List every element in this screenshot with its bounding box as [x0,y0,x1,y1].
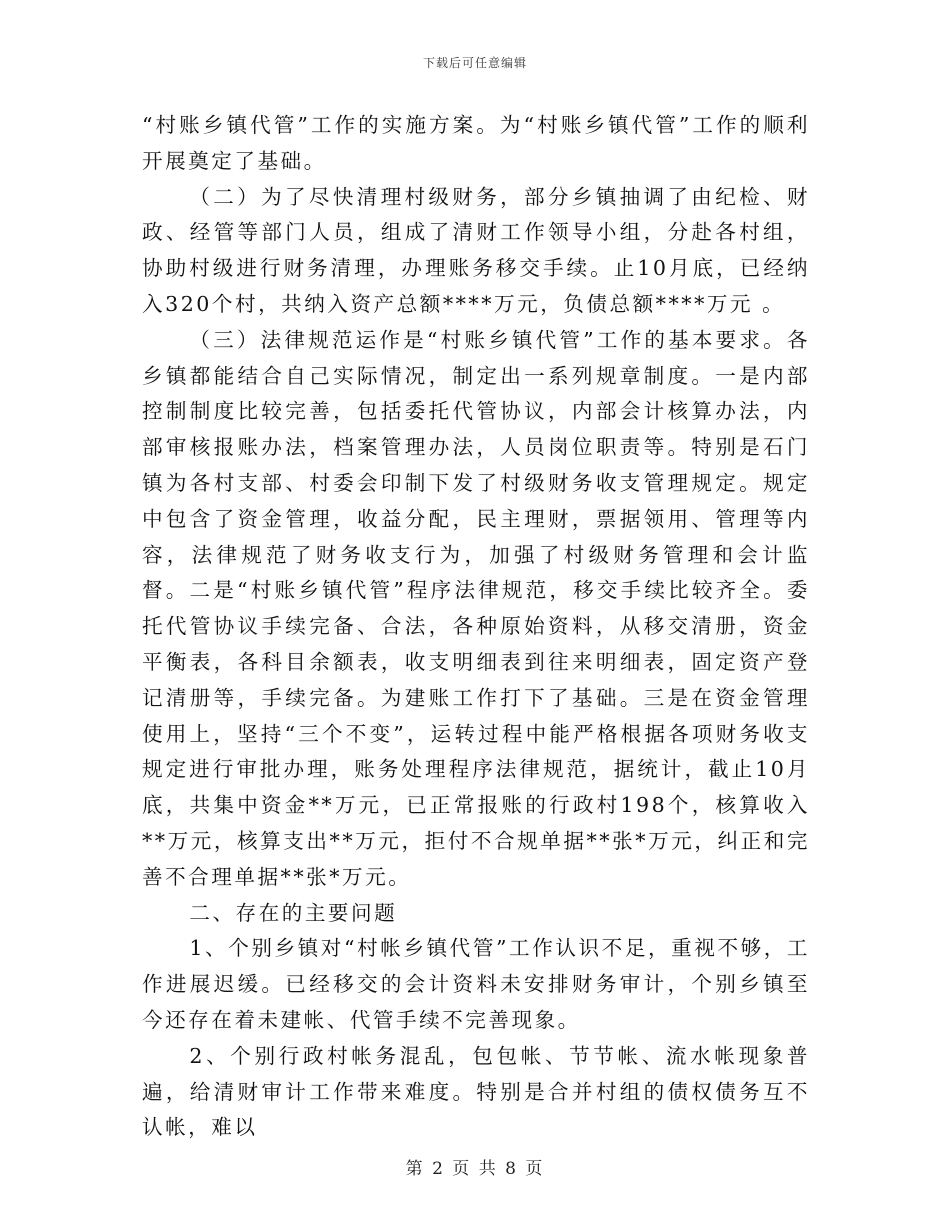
paragraph-3: （三）法律规范运作是“村账乡镇代管”工作的基本要求。各乡镇都能结合自己实际情况，制定出一系列规章制度。一是内部控制制度比较完善，包括委托代管协议，内部会计核算办法，内部审核报账办法，档案管理办法，人员岗位职责等。特别是石门镇为各村支部、村委会印制下发了村级财务收支管理规定。规定中包含了资金管理，收益分配，民主理财，票据领用、管理等内容，法律规范了财务收支行为，加强了村级财务管理和会计监督。二是“村账乡镇代管”程序法律规范，移交手续比较齐全。委托代管协议手续完备、合法，各种原始资料，从移交清册，资金平衡表，各科目余额表，收支明细表到往来明细表，固定资产登记清册等，手续完备。为建账工作打下了基础。三是在资金管理使用上，坚持“三个不变”，运转过程中能严格根据各项财务收支规定进行审批办理，账务处理程序法律规范，据统计，截止10月底，共集中资金**万元，已正常报账的行政村198个，核算收入**万元，核算支出**万元，拒付不合规单据**张*万元，纠正和完善不合理单据**张*万元。 [142,327,810,889]
paragraph-4: 1、个别乡镇对“村帐乡镇代管”工作认识不足，重视不够，工作进展迟缓。已经移交的会计资料未安排财务审计，个别乡镇至今还存在着未建帐、代管手续不完善现象。 [142,936,810,1032]
paragraph-2: （二）为了尽快清理村级财务，部分乡镇抽调了由纪检、财政、经管等部门人员，组成了清财工作领导小组，分赴各村组，协助村级进行财务清理，办理账务移交手续。止10月底，已经纳入320个村，共纳入资产总额****万元，负债总额****万元 。 [142,184,810,316]
paragraph-1: “村账乡镇代管”工作的实施方案。为“村账乡镇代管”工作的顺利开展奠定了基础。 [142,113,810,173]
page-number: 第 2 页 共 8 页 [405,1159,545,1179]
document-body [142,108,810,1146]
paragraph-5: 2、个别行政村帐务混乱，包包帐、节节帐、流水帐现象普遍，给清财审计工作带来难度。特别是合并村组的债权债务互不认帐，难以 [142,1043,810,1140]
section-heading: 二、存在的主要问题 [189,900,398,925]
page-header-note: 下载后可任意编辑 [422,56,527,70]
